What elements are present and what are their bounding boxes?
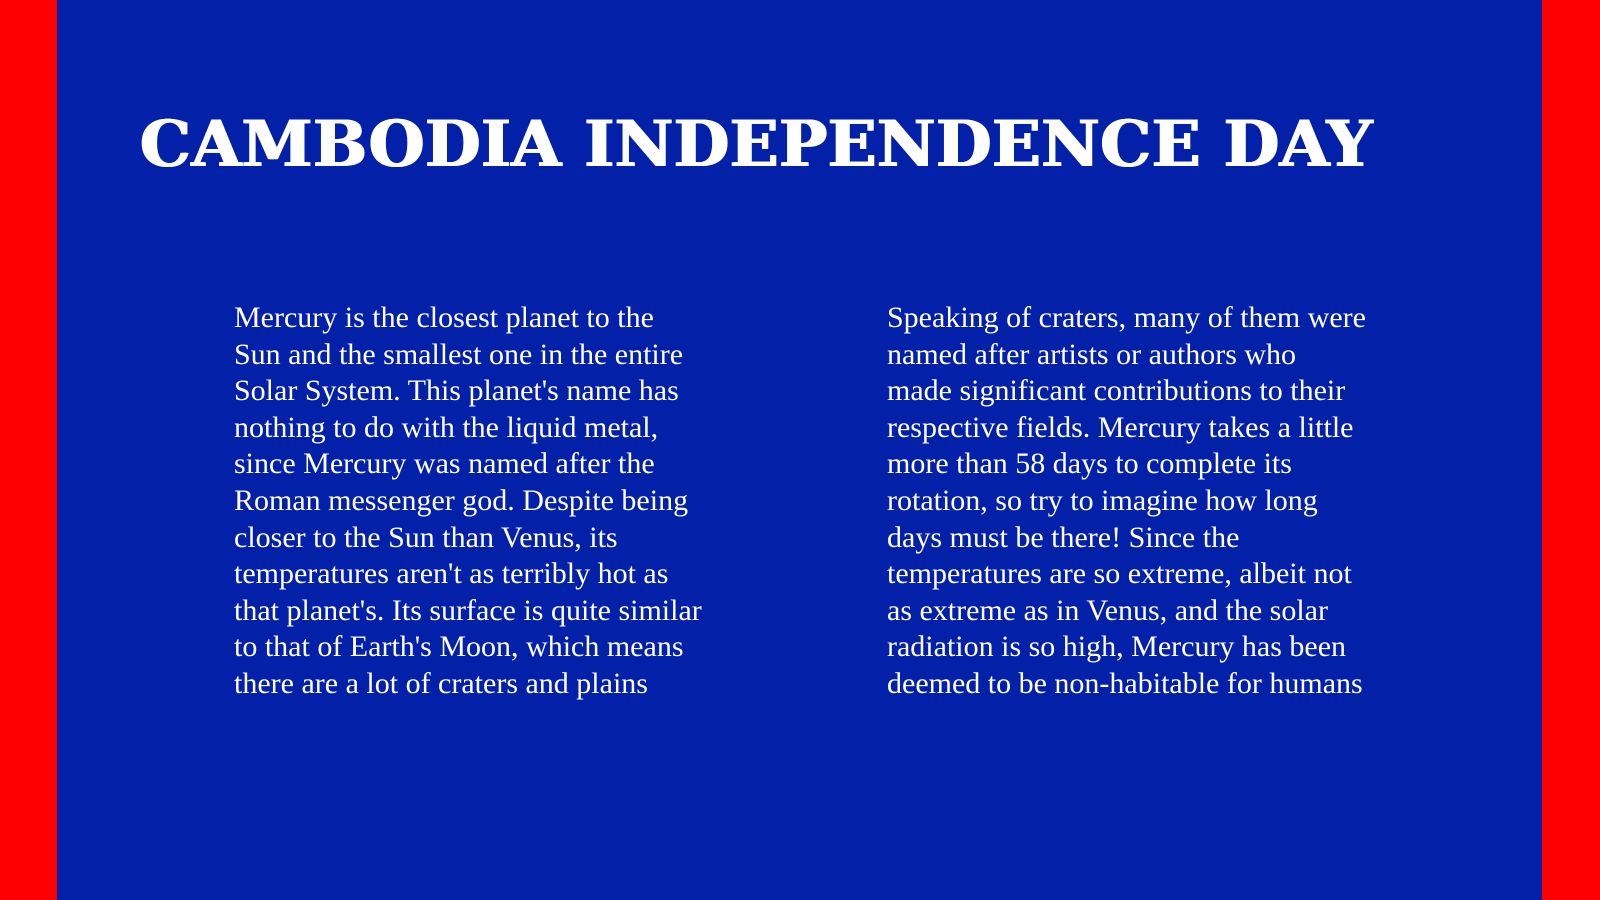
slide-title: CAMBODIA INDEPENDENCE DAY (140, 107, 1373, 182)
body-text-left-column: Mercury is the closest planet to the Sun and the smallest one in the entire Solar System. This planet's name has nothing to do with the liquid metal, since Mercury was named after the Roman messenger god. Despite being closer to the Sun than Venus, its temperatures aren't as terribly hot as that planet's. Its surface is quite similar to that of Earth's Moon, which means there are a lot of craters and plains (234, 301, 702, 700)
body-text-right-column: Speaking of craters, many of them were named after artists or authors who made significant contributions to their respective fields. Mercury takes a little more than 58 days to complete its rotation, so try to imagine how long days must be there! Since the temperatures are so extreme, albeit not as extreme as in Venus, and the solar radiation is so high, Mercury has been deemed to be non-habitable for humans (887, 301, 1366, 700)
slide-panel (57, 0, 1542, 900)
left-red-border (0, 0, 57, 900)
right-red-border (1542, 0, 1600, 900)
